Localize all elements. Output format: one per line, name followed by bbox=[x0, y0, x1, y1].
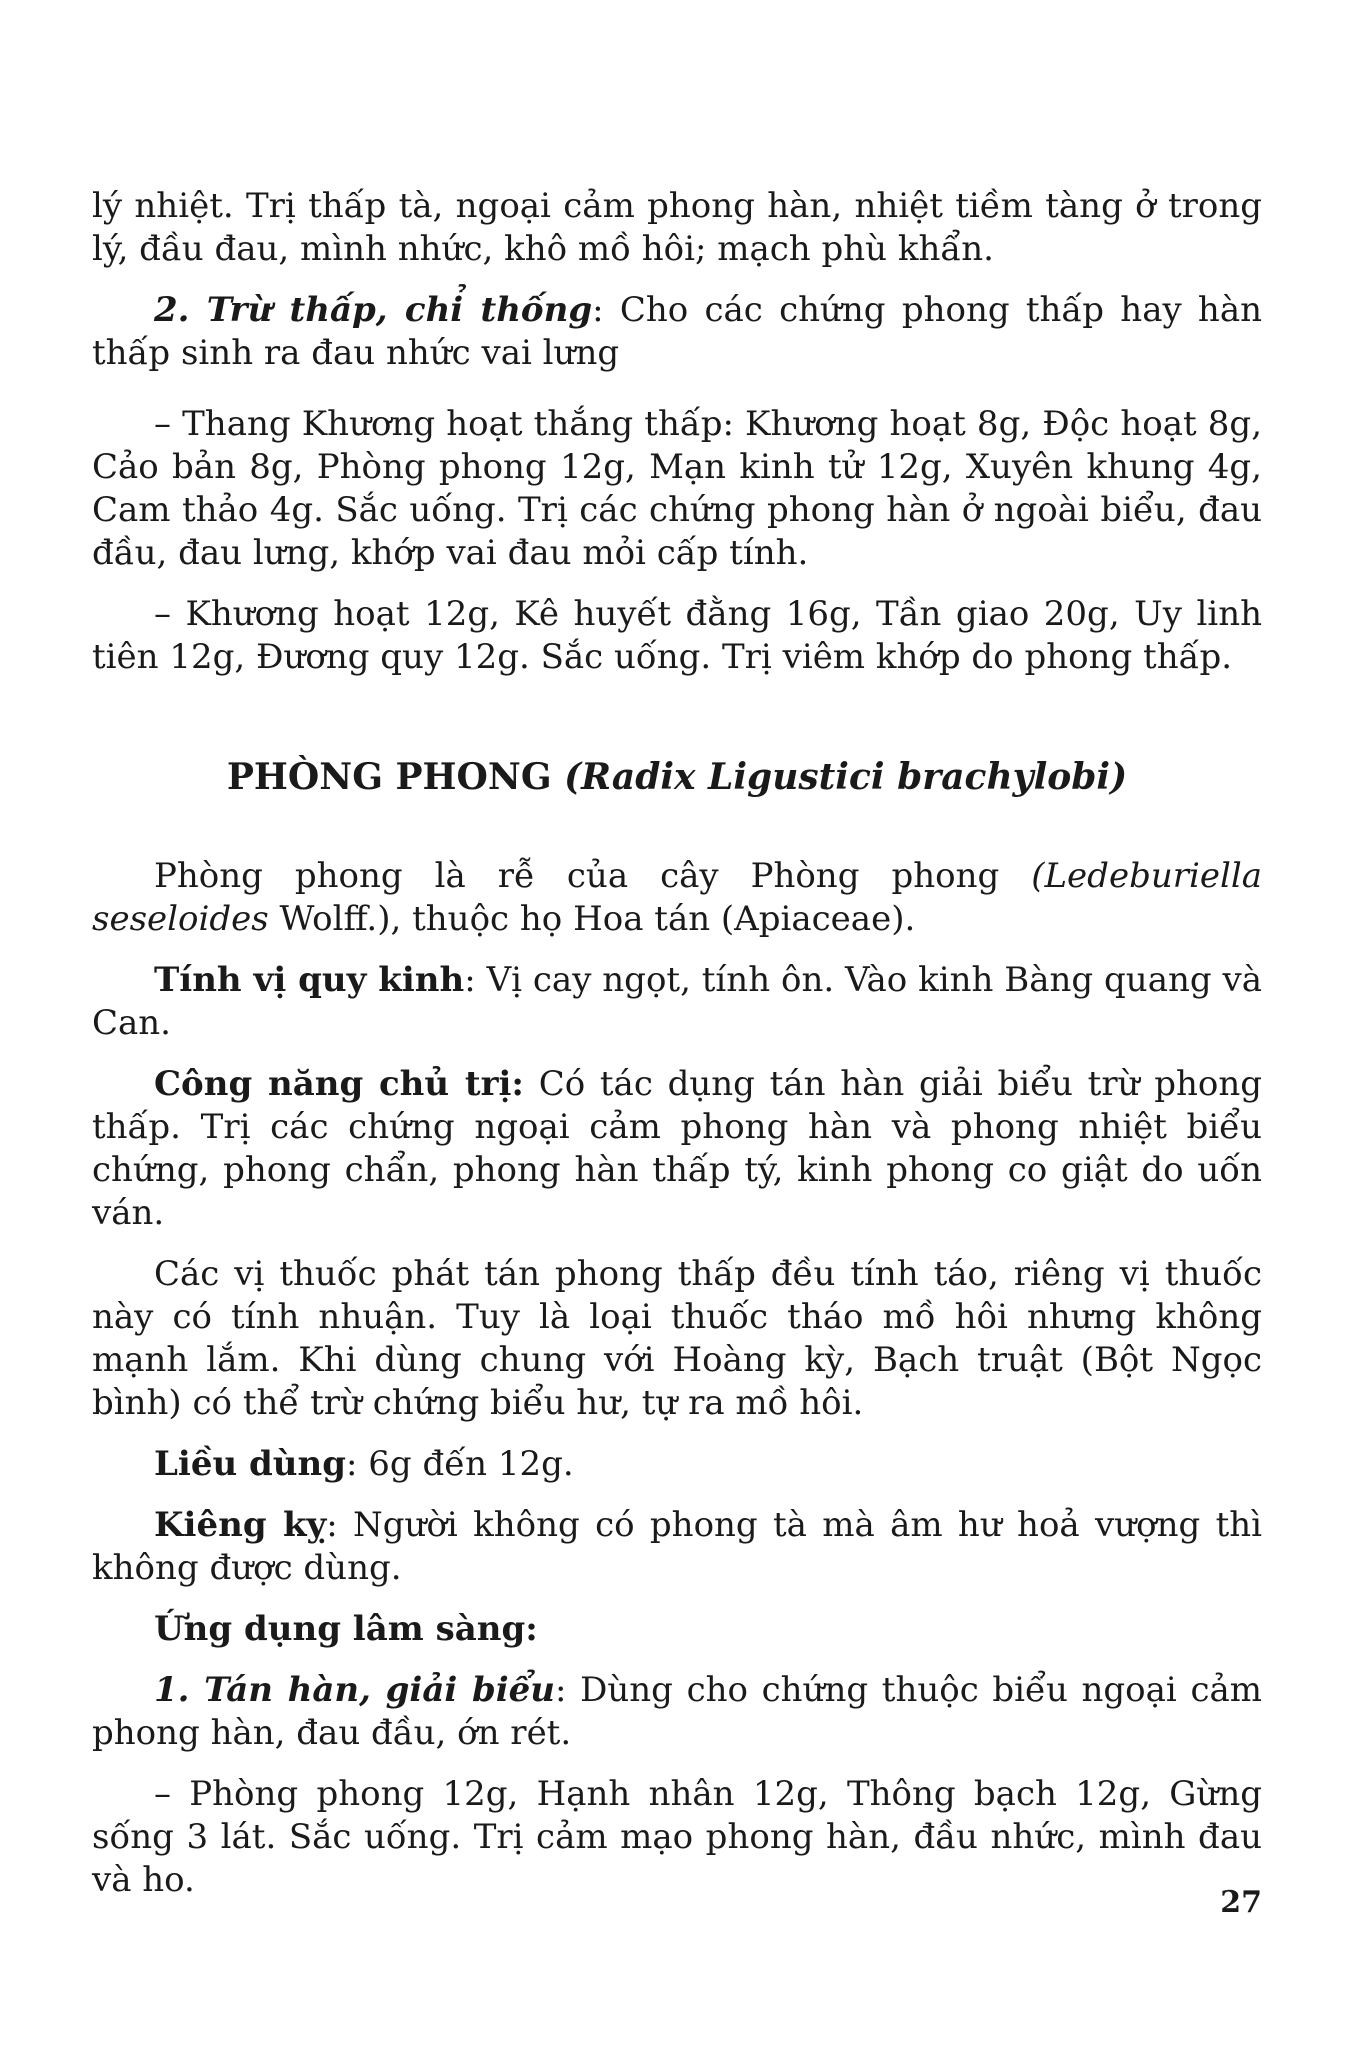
text-kieng-ky: : Người không có phong tà mà âm hư hoả vượng thì không được dùng. bbox=[92, 1505, 1263, 1588]
paragraph-cong-nang bbox=[92, 1063, 1262, 1235]
paragraph-kieng-ky bbox=[92, 1504, 1262, 1590]
paragraph-tinh-vi bbox=[92, 959, 1262, 1045]
intro-latin-name: (Ledeburiella seseloides bbox=[92, 856, 1262, 939]
text-lieu-dung: : 6g đến 12g. bbox=[346, 1444, 574, 1484]
paragraph-lieu-dung bbox=[92, 1443, 1262, 1486]
page-body bbox=[92, 185, 1262, 1902]
paragraph-continuation: lý nhiệt. Trị thấp tà, ngoại cảm phong hàn, nhiệt tiềm tàng ở trong lý, đầu đau, mình nhức, khô mồ hôi; mạch phù khẩn. bbox=[92, 186, 1262, 269]
label-cong-nang: Công năng chủ trị: bbox=[154, 1064, 524, 1104]
page-number: 27 bbox=[1220, 1885, 1262, 1920]
subsection-text: : Dùng cho chứng thuộc biểu ngoại cảm phong hàn, đau đầu, ớn rét. bbox=[92, 1670, 1262, 1753]
section-title-latin: (Radix Ligustici brachylobi) bbox=[564, 756, 1128, 798]
paragraph-remedy-3: – Phòng phong 12g, Hạnh nhân 12g, Thông bạch 12g, Gừng sống 3 lát. Sắc uống. Trị cảm mạo phong hàn, đầu nhức, mình đau và ho. bbox=[92, 1774, 1262, 1900]
paragraph-section-1 bbox=[92, 1669, 1262, 1755]
text-cong-nang: Có tác dụng tán hàn giải biểu trừ phong thấp. Trị các chứng ngoại cảm phong hàn và phong nhiệt biểu chứng, phong chẩn, phong hàn thấp tý, kinh phong co giật do uốn ván. bbox=[92, 1064, 1263, 1233]
paragraph-remedy-2: – Khương hoạt 12g, Kê huyết đằng 16g, Tần giao 20g, Uy linh tiên 12g, Đương quy 12g. Sắc uống. Trị viêm khớp do phong thấp. bbox=[92, 594, 1262, 677]
subsection-heading-inline: 1. Tán hàn, giải biểu bbox=[154, 1670, 555, 1710]
paragraph-ung-dung bbox=[92, 1608, 1262, 1651]
label-ung-dung: Ứng dụng lâm sàng: bbox=[154, 1609, 538, 1649]
label-lieu-dung: Liều dùng bbox=[154, 1444, 346, 1484]
label-tinh-vi: Tính vị quy kinh bbox=[154, 960, 465, 1000]
section-text: : Cho các chứng phong thấp hay hàn thấp sinh ra đau nhức vai lưng bbox=[92, 290, 1262, 373]
label-kieng-ky: Kiêng kỵ bbox=[154, 1505, 327, 1545]
intro-text-b: Wolff.), thuộc họ Hoa tán (Apiaceae). bbox=[268, 899, 916, 939]
text-tinh-vi: : Vị cay ngọt, tính ôn. Vào kinh Bàng quang và Can. bbox=[92, 960, 1262, 1043]
section-title bbox=[92, 754, 1262, 800]
paragraph-section-2 bbox=[92, 289, 1262, 375]
paragraph-description: Các vị thuốc phát tán phong thấp đều tính táo, riêng vị thuốc này có tính nhuận. Tuy là loại thuốc tháo mồ hôi nhưng không mạnh lắm. Khi dùng chung với Hoàng kỳ, Bạch truật (Bột Ngọc bình) có thể trừ chứng biểu hư, tự ra mồ hôi. bbox=[92, 1254, 1262, 1423]
section-heading-inline: 2. Trừ thấp, chỉ thống bbox=[154, 290, 593, 330]
intro-text-a: Phòng phong là rễ của cây Phòng phong bbox=[154, 856, 1032, 896]
paragraph-remedy-1: – Thang Khương hoạt thắng thấp: Khương hoạt 8g, Độc hoạt 8g, Cảo bản 8g, Phòng phong 12g, Mạn kinh tử 12g, Xuyên khung 4g, Cam thảo 4g. Sắc uống. Trị các chứng phong hàn ở ngoài biểu, đau đầu, đau lưng, khớp vai đau mỏi cấp tính. bbox=[92, 404, 1262, 573]
paragraph-intro bbox=[92, 855, 1262, 941]
section-title-main: PHÒNG PHONG bbox=[226, 756, 565, 798]
